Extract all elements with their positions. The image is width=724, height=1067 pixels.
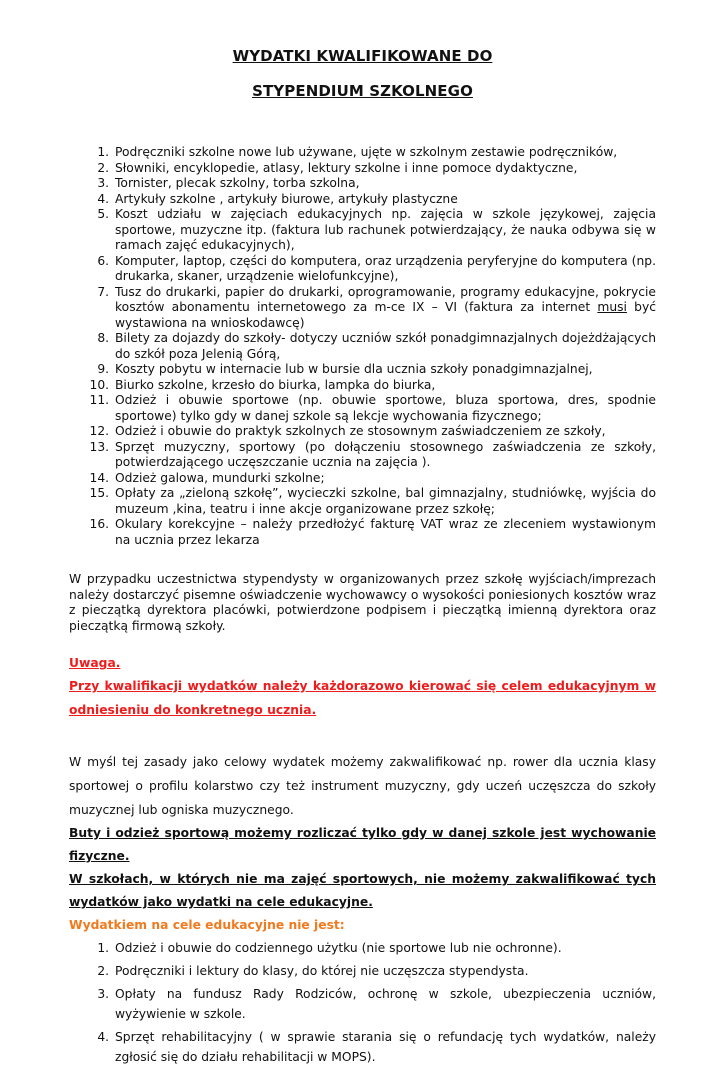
list-item-text: być wystawiona na wnioskodawcę) bbox=[115, 300, 656, 330]
list-item: 16. Okulary korekcyjne – należy przedłożyć fakturę VAT wraz ze zleceniem wystawionym na ucznia przez lekarza bbox=[113, 517, 656, 548]
list-item: 5. Koszt udziału w zajęciach edukacyjnych np. zajęcia w szkole językowej, zajęcia sportowe, muzyczne itp. (faktura lub rachunek potwierdzający, że nauka odbywa się w ramach zajęć edukacyjnych), bbox=[113, 207, 656, 254]
document-title-line-1: WYDATKI KWALIFIKOWANE DO bbox=[232, 47, 493, 65]
list-item: 4. Artykuły szkolne , artykuły biurowe, artykuły plastyczne bbox=[113, 192, 656, 208]
document-title-line-2: STYPENDIUM SZKOLNEGO bbox=[252, 82, 473, 100]
list-item: 8. Bilety za dojazdy do szkoły- dotyczy uczniów szkół ponadgimnazjalnych dojeżdżających do szkół poza Jelenią Górą, bbox=[113, 331, 656, 362]
principle-paragraph: W myśl tej zasady jako celowy wydatek możemy zakwalifikować np. rower dla ucznia klasy sportowej o profilu kolarstwo czy też instrument muzyczny, gdy uczeń uczęszcza do szkoły muzycznej lub ogniska muzycznego. bbox=[69, 755, 656, 817]
list-item: 6. Komputer, laptop, części do komputera, oraz urządzenia peryferyjne do komputera (np. drukarka, skaner, urządzenie wielofunkcyjne), bbox=[113, 254, 656, 285]
sports-clothing-rule: Buty i odzież sportową możemy rozliczać tylko gdy w danej szkole jest wychowanie fizyczne. bbox=[69, 826, 656, 863]
not-eligible-heading: Wydatkiem na cele edukacyjne nie jest: bbox=[69, 918, 345, 932]
list-item: 15. Opłaty za „zieloną szkołę”, wycieczki szkolne, bal gimnazjalny, studniówkę, wyjścia do muzeum ,kina, teatru i inne akcje organizowane przez szkołę; bbox=[113, 486, 656, 517]
list-item bbox=[113, 285, 656, 332]
list-item: 4. Sprzęt rehabilitacyjny ( w sprawie starania się o refundację tych wydatków, należy zgłosić się do działu rehabilitacji w MOPS). bbox=[113, 1027, 656, 1067]
no-sports-rule: W szkołach, w których nie ma zajęć sportowych, nie możemy zakwalifikować tych wydatków jako wydatki na cele edukacyjne. bbox=[69, 872, 656, 909]
list-item: 2. Słowniki, encyklopedie, atlasy, lektury szkolne i inne pomoce dydaktyczne, bbox=[113, 161, 656, 177]
list-item: 10. Biurko szkolne, krzesło do biurka, lampka do biurka, bbox=[113, 378, 656, 394]
list-item-text: Tusz do drukarki, papier do drukarki, oprogramowanie, programy edukacyjne, pokrycie kosztów abonamentu internetowego za m-ce IX – VI (faktura za internet bbox=[115, 284, 656, 314]
list-item: 14. Odzież galowa, mundurki szkolne; bbox=[113, 471, 656, 487]
list-item: 11. Odzież i obuwie sportowe (np. obuwie sportowe, bluza sportowa, dres, spodnie sportowe) tylko gdy w danej szkole są lekcje wychowania fizycznego; bbox=[113, 393, 656, 424]
list-item: 1. Podręczniki szkolne nowe lub używane, ujęte w szkolnym zestawie podręczników, bbox=[113, 145, 656, 161]
list-item: 9. Koszty pobytu w internacie lub w bursie dla ucznia szkoły ponadgimnazjalnej, bbox=[113, 362, 656, 378]
list-item: 3. Tornister, plecak szkolny, torba szkolna, bbox=[113, 176, 656, 192]
warning-label: Uwaga. bbox=[69, 656, 121, 670]
list-item: 3. Opłaty na fundusz Rady Rodziców, ochronę w szkole, ubezpieczenia uczniów, wyżywienie w szkole. bbox=[113, 984, 656, 1024]
list-item: 2. Podręczniki i lektury do klasy, do której nie uczęszcza stypendysta. bbox=[113, 961, 656, 981]
list-item: 12. Odzież i obuwie do praktyk szkolnych ze stosownym zaświadczeniem ze szkoły, bbox=[113, 424, 656, 440]
eligible-expenses-list bbox=[69, 145, 656, 548]
list-item: 13. Sprzęt muzyczny, sportowy (po dołączeniu stosownego zaświadczenia ze szkoły, potwierdzającego uczęszczanie ucznia na zajęcia ). bbox=[113, 440, 656, 471]
underlined-word: musi bbox=[597, 300, 627, 314]
school-trips-paragraph: W przypadku uczestnictwa stypendysty w organizowanych przez szkołę wyjściach/imprezach należy dostarczyć pisemne oświadczenie wychowawcy o wysokości poniesionych kosztów wraz z pieczątką dyrektora placówki, potwierdzone podpisem i pieczątką imienną dyrektora oraz pieczątką firmową szkoły. bbox=[69, 572, 656, 633]
warning-text: Przy kwalifikacji wydatków należy każdorazowo kierować się celem edukacyjnym w odniesieniu do konkretnego ucznia. bbox=[69, 679, 656, 717]
not-eligible-list bbox=[69, 938, 656, 1067]
list-item: 1. Odzież i obuwie do codziennego użytku (nie sportowe lub nie ochronne). bbox=[113, 938, 656, 958]
